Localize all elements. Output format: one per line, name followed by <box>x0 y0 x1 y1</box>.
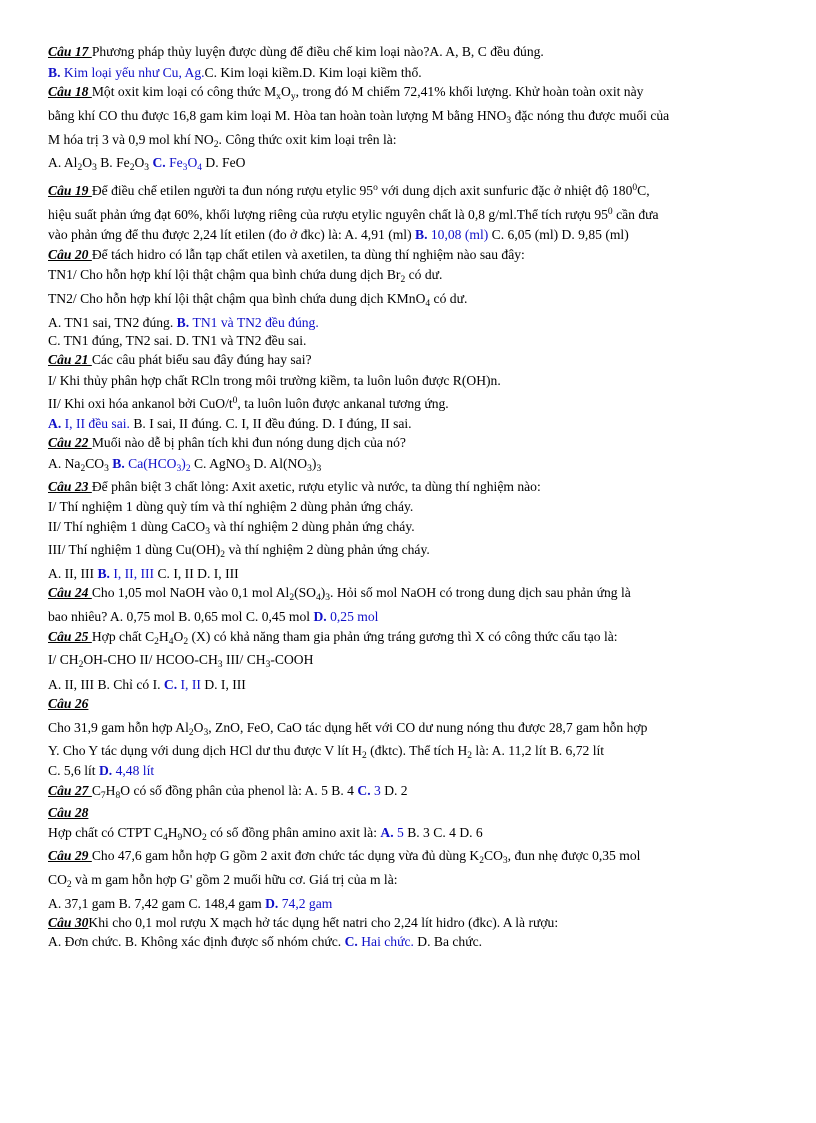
text-line <box>48 65 422 81</box>
subscript: 3 <box>502 856 508 866</box>
text-line <box>48 267 442 283</box>
correct-answer-letter: B. <box>415 227 431 242</box>
subscript: 2 <box>154 637 159 647</box>
text-line <box>48 373 501 389</box>
text-segment: B. I sai, II đúng. C. I, II đều đúng. D. I đúng, II sai. <box>129 416 412 431</box>
text-line <box>48 825 483 841</box>
text-segment: III/ Thí nghiệm 1 dùng Cu(OH) <box>48 542 221 557</box>
subscript: 2 <box>479 856 485 866</box>
text-segment: Cho 47,6 gam hỗn hợp G gồm 2 axit đơn chức tác dụng vừa đủ dùng K <box>91 848 480 863</box>
text-line <box>48 805 88 821</box>
correct-answer-text: 4,48 lít <box>115 763 155 778</box>
subscript: 2 <box>400 275 406 285</box>
text-segment: O <box>82 155 93 170</box>
correct-answer-text: 10,08 (ml) <box>430 227 489 242</box>
correct-answer-letter: A. <box>48 416 65 431</box>
correct-answer-text: 3 <box>182 163 188 173</box>
text-segment: A. 37,1 gam B. 7,42 gam C. 148,4 gam <box>48 896 266 911</box>
text-segment: và thí nghiệm 2 dùng phản ứng cháy. <box>225 542 430 557</box>
text-segment: Phương pháp thủy luyện được dùng để điều chế kim loại nào? <box>91 44 430 59</box>
text-segment: M hóa trị 3 và 0,9 mol khí NO <box>48 132 214 147</box>
correct-answer-text: 5 <box>397 825 404 840</box>
text-segment: C. TN1 đúng, TN2 sai. D. TN1 và TN2 đều sai. <box>48 333 307 348</box>
text-segment: A. Đơn chức. B. Không xác định được số nhóm chức. <box>48 934 345 949</box>
text-segment: D. Ba chức. <box>413 934 483 949</box>
correct-answer-text: Kim loại yếu như Cu, Ag. <box>63 65 205 80</box>
subscript: 4 <box>162 833 168 843</box>
superscript: 0 <box>607 207 613 217</box>
subscript: 8 <box>115 791 121 801</box>
text-segment: OH-CHO II/ HCOO-CH <box>83 652 218 667</box>
text-segment: (đktc). Thể tích H <box>366 743 468 758</box>
subscript: 2 <box>80 464 86 474</box>
text-line <box>48 183 650 199</box>
text-segment: bao nhiêu? A. 0,75 mol B. 0,65 mol C. 0,45 mol <box>48 609 314 624</box>
text-segment: CO <box>85 456 105 471</box>
question-label: Câu 30 <box>48 915 89 930</box>
text-segment: Hợp chất C <box>91 629 155 644</box>
text-line <box>48 479 541 495</box>
text-line <box>48 542 430 558</box>
subscript: 3 <box>307 464 312 474</box>
correct-answer-text: Fe <box>169 155 183 170</box>
text-segment: Để điều chế etilen người ta đun nóng rượu etylic 95 <box>91 183 374 198</box>
text-line <box>48 155 245 171</box>
text-segment: Để tách hidro có lẫn tạp chất etilen và axetilen, ta dùng thí nghiệm nào sau đây: <box>91 247 525 262</box>
text-line <box>48 696 88 712</box>
text-segment: hiệu suất phản ứng đạt 60%, khối lượng riêng của rượu etylic nguyên chất là 0,8 g/ml.Thể tích rượu 95 <box>48 207 608 222</box>
subscript: 3 <box>325 593 331 603</box>
text-segment: C <box>91 783 101 798</box>
subscript: 3 <box>104 464 109 474</box>
text-segment: ) <box>320 585 326 600</box>
text-line <box>48 585 631 601</box>
text-line <box>48 352 312 368</box>
text-line <box>48 207 659 223</box>
subscript: 2 <box>361 751 367 761</box>
correct-answer-text: 3 <box>374 783 381 798</box>
text-segment: , đun nhẹ được 0,35 mol <box>507 848 641 863</box>
text-line <box>48 396 449 412</box>
correct-answer-letter: D. <box>265 896 282 911</box>
question-label: Câu 18 <box>48 84 92 99</box>
subscript: 2 <box>78 660 84 670</box>
question-label: Câu 29 <box>48 848 92 863</box>
question-label: Câu 23 <box>48 479 92 494</box>
subscript: 3 <box>265 660 271 670</box>
text-segment: đặc nóng thu được muối của <box>511 108 670 123</box>
text-segment: O <box>173 629 184 644</box>
correct-answer-text: 2 <box>185 464 191 474</box>
text-line <box>48 677 246 693</box>
correct-answer-text: I, II <box>180 677 201 692</box>
correct-answer-letter: B. <box>48 65 64 80</box>
text-segment: O <box>134 155 145 170</box>
subscript: 3 <box>203 728 209 738</box>
text-line <box>48 566 239 582</box>
text-line <box>48 291 467 307</box>
correct-answer-letter: D. <box>313 609 331 624</box>
correct-answer-letter: B. <box>176 315 193 330</box>
text-line <box>48 333 306 349</box>
subscript: 3 <box>245 464 251 474</box>
text-line <box>48 108 669 124</box>
text-line <box>48 499 413 515</box>
subscript: y <box>290 92 296 102</box>
correct-answer-letter: D. <box>98 763 116 778</box>
subscript: 2 <box>183 637 189 647</box>
text-segment: và thí nghiệm 2 dùng phản ứng cháy. <box>209 519 415 534</box>
text-segment: Y. Cho Y tác dụng với dung dịch HCl dư thu được V lít H <box>48 743 362 758</box>
text-segment: A. TN1 sai, TN2 đúng. <box>48 315 177 330</box>
correct-answer-letter: A. <box>380 825 397 840</box>
subscript: 4 <box>315 593 321 603</box>
text-segment: có dư. <box>430 291 468 306</box>
text-segment: A. II, III <box>48 566 98 581</box>
question-label: Câu 20 <box>48 247 92 262</box>
text-segment: C. 5,6 lít <box>48 763 99 778</box>
text-segment: và m gam hỗn hợp G' gồm 2 muối hữu cơ. Giá trị của m là: <box>71 872 398 887</box>
text-segment: B. 3 C. 4 D. 6 <box>403 825 483 840</box>
correct-answer-letter: B. <box>112 456 129 471</box>
text-line <box>48 315 319 331</box>
subscript: 2 <box>467 751 473 761</box>
text-segment: cần đưa <box>612 207 659 222</box>
question-label: Câu 24 <box>48 585 92 600</box>
text-segment: -COOH <box>270 652 314 667</box>
text-line <box>48 629 618 645</box>
text-line <box>48 652 313 668</box>
text-line <box>48 609 378 625</box>
text-line <box>48 743 604 759</box>
superscript: 0 <box>232 396 238 406</box>
correct-answer-letter: B. <box>97 566 114 581</box>
subscript: 3 <box>217 660 223 670</box>
text-segment: I/ Thí nghiệm 1 dùng quỳ tím và thí nghiệm 2 dùng phản ứng cháy. <box>48 499 414 514</box>
correct-answer-text: 0,25 mol <box>330 609 379 624</box>
subscript: 3 <box>506 116 512 126</box>
text-segment: CO <box>48 872 67 887</box>
subscript: 3 <box>316 464 322 474</box>
correct-answer-text: O <box>187 155 198 170</box>
text-line <box>48 763 154 779</box>
text-segment: TN2/ Cho hỗn hợp khí lội thật chậm qua bình chứa dung dịch KMnO <box>48 291 426 306</box>
text-line <box>48 227 629 243</box>
text-segment: H <box>158 629 169 644</box>
text-segment: A. A, B, C đều đúng. <box>429 44 544 59</box>
correct-answer-text: 4 <box>197 163 203 173</box>
subscript: 7 <box>100 791 106 801</box>
subscript: 2 <box>77 163 83 173</box>
text-line <box>48 720 647 736</box>
text-segment: II/ Thí nghiệm 1 dùng CaCO <box>48 519 206 534</box>
superscript: 0 <box>632 183 638 193</box>
text-segment: Một oxit kim loại có công thức M <box>91 84 277 99</box>
question-label: Câu 22 <box>48 435 92 450</box>
text-line <box>48 519 415 535</box>
question-label: Câu 17 <box>48 44 92 59</box>
correct-answer-text: 3 <box>176 464 182 474</box>
question-label: Câu 25 <box>48 629 92 644</box>
text-segment: O <box>193 720 204 735</box>
question-label: Câu 21 <box>48 352 92 367</box>
text-line <box>48 872 398 888</box>
text-line <box>48 456 321 472</box>
subscript: 2 <box>129 163 135 173</box>
text-segment: D. Kim loại kiềm thổ. <box>302 65 422 80</box>
subscript: 9 <box>177 833 183 843</box>
question-label: Câu 28 <box>48 805 89 820</box>
correct-answer-text: I, II, III <box>113 566 155 581</box>
text-segment: D. I, III <box>200 677 246 692</box>
text-segment: D. FeO <box>202 155 246 170</box>
text-segment: Các câu phát biểu sau đây đúng hay sai? <box>91 352 312 367</box>
text-segment: A. II, III B. Chỉ có I. <box>48 677 164 692</box>
text-segment: . Hỏi số mol NaOH có trong dung dịch sau phản ứng là <box>330 585 631 600</box>
text-segment: A. Na <box>48 456 81 471</box>
text-segment: bằng khí CO thu được 16,8 gam kim loại M. Hòa tan hoàn toàn lượng M bằng HNO <box>48 108 507 123</box>
correct-answer-letter: C. <box>344 934 362 949</box>
question-label: Câu 19 <box>48 183 92 198</box>
subscript: 2 <box>213 140 219 150</box>
text-segment: C, <box>637 183 650 198</box>
text-segment: Để phân biệt 3 chất lỏng: Axit axetic, rượu etylic và nước, ta dùng thí nghiệm nào: <box>91 479 541 494</box>
text-line <box>48 44 544 60</box>
text-segment: (X) có khả năng tham gia phản ứng tráng gương thì X có công thức cấu tạo là: <box>188 629 618 644</box>
correct-answer-text: I, II đều sai. <box>64 416 130 431</box>
subscript: 3 <box>205 527 210 537</box>
text-segment: I/ Khi thủy phân hợp chất RCln trong môi trường kiềm, ta luôn luôn được R(OH)n. <box>48 373 501 388</box>
subscript: 2 <box>201 833 207 843</box>
correct-answer-text: Hai chức. <box>361 934 414 949</box>
text-segment: C. 6,05 (ml) D. 9,85 (ml) <box>488 227 629 242</box>
text-segment: B. Fe <box>96 155 130 170</box>
text-segment: I/ CH <box>48 652 79 667</box>
text-segment: TN1/ Cho hỗn hợp khí lội thật chậm qua bình chứa dung dịch Br <box>48 267 401 282</box>
text-line <box>48 247 525 263</box>
text-segment: Muối nào dễ bị phân tích khi đun nóng dung dịch của nó? <box>91 435 406 450</box>
text-segment: O có số đồng phân của phenol là: A. 5 B. 4 <box>120 783 358 798</box>
text-segment: có dư. <box>405 267 443 282</box>
correct-answer-text: TN1 và TN2 đều đúng. <box>192 315 319 330</box>
text-line <box>48 416 412 432</box>
text-segment: (SO <box>294 585 316 600</box>
subscript: 2 <box>289 593 295 603</box>
text-segment: III/ CH <box>222 652 266 667</box>
text-segment: là: A. 11,2 lít B. 6,72 lít <box>472 743 605 758</box>
text-segment: C. Kim loại kiềm. <box>204 65 303 80</box>
superscript: o <box>373 183 378 193</box>
correct-answer-text: 74,2 gam <box>281 896 333 911</box>
text-line <box>48 84 643 100</box>
correct-answer-letter: C. <box>163 677 181 692</box>
subscript: 4 <box>168 637 174 647</box>
text-segment: , ta luôn luôn được ankanal tương ứng. <box>237 396 449 411</box>
text-segment: vào phản ứng để thu được 2,24 lít etilen (đo ở đkc) là: A. 4,91 (ml) <box>48 227 415 242</box>
text-line <box>48 896 332 912</box>
text-segment: có số đồng phân amino axit là: <box>206 825 381 840</box>
subscript: 3 <box>92 163 97 173</box>
text-segment: D. Al(NO <box>250 456 308 471</box>
text-segment: A. Al <box>48 155 78 170</box>
text-segment: II/ Khi oxi hóa ankanol bởi CuO/t <box>48 396 233 411</box>
text-line <box>48 783 408 799</box>
subscript: x <box>276 92 282 102</box>
text-segment: D. 2 <box>380 783 408 798</box>
text-segment: ) <box>311 456 317 471</box>
text-segment: Cho 1,05 mol NaOH vào 0,1 mol Al <box>91 585 290 600</box>
question-label: Câu 26 <box>48 696 89 711</box>
text-segment: Cho 31,9 gam hỗn hợp Al <box>48 720 189 735</box>
text-segment: với dung dịch axit sunfuric đặc ở nhiệt độ 180 <box>377 183 633 198</box>
subscript: 3 <box>144 163 150 173</box>
subscript: 2 <box>66 880 72 890</box>
correct-answer-text: ) <box>181 456 186 471</box>
text-segment: NO <box>182 825 202 840</box>
text-line <box>48 848 640 864</box>
subscript: 2 <box>188 728 194 738</box>
correct-answer-text: Ca(HCO <box>128 456 177 471</box>
text-segment: H <box>105 783 116 798</box>
text-segment: Khi cho 0,1 mol rượu X mạch hở tác dụng hết natri cho 2,24 lít hidro (đkc). A là rượu: <box>88 915 559 930</box>
correct-answer-letter: C. <box>152 155 170 170</box>
text-segment: Hợp chất có CTPT C <box>48 825 163 840</box>
text-segment: CO <box>484 848 503 863</box>
question-label: Câu 27 <box>48 783 92 798</box>
text-segment: C. I, II D. I, III <box>154 566 239 581</box>
text-segment: H <box>167 825 178 840</box>
text-line <box>48 934 482 950</box>
text-line <box>48 915 558 931</box>
subscript: 4 <box>425 299 431 309</box>
text-segment: O <box>281 84 291 99</box>
text-segment: . Công thức oxit kim loại trên là: <box>218 132 397 147</box>
text-segment: C. AgNO <box>190 456 246 471</box>
text-segment: , trong đó M chiếm 72,41% khối lượng. Khử hoàn toàn oxit này <box>295 84 644 99</box>
correct-answer-letter: C. <box>357 783 374 798</box>
text-segment: , ZnO, FeO, CaO tác dụng hết với CO dư nung nóng thu được 28,7 gam hỗn hợp <box>208 720 648 735</box>
text-line <box>48 435 406 451</box>
text-line <box>48 132 397 148</box>
subscript: 2 <box>220 550 226 560</box>
